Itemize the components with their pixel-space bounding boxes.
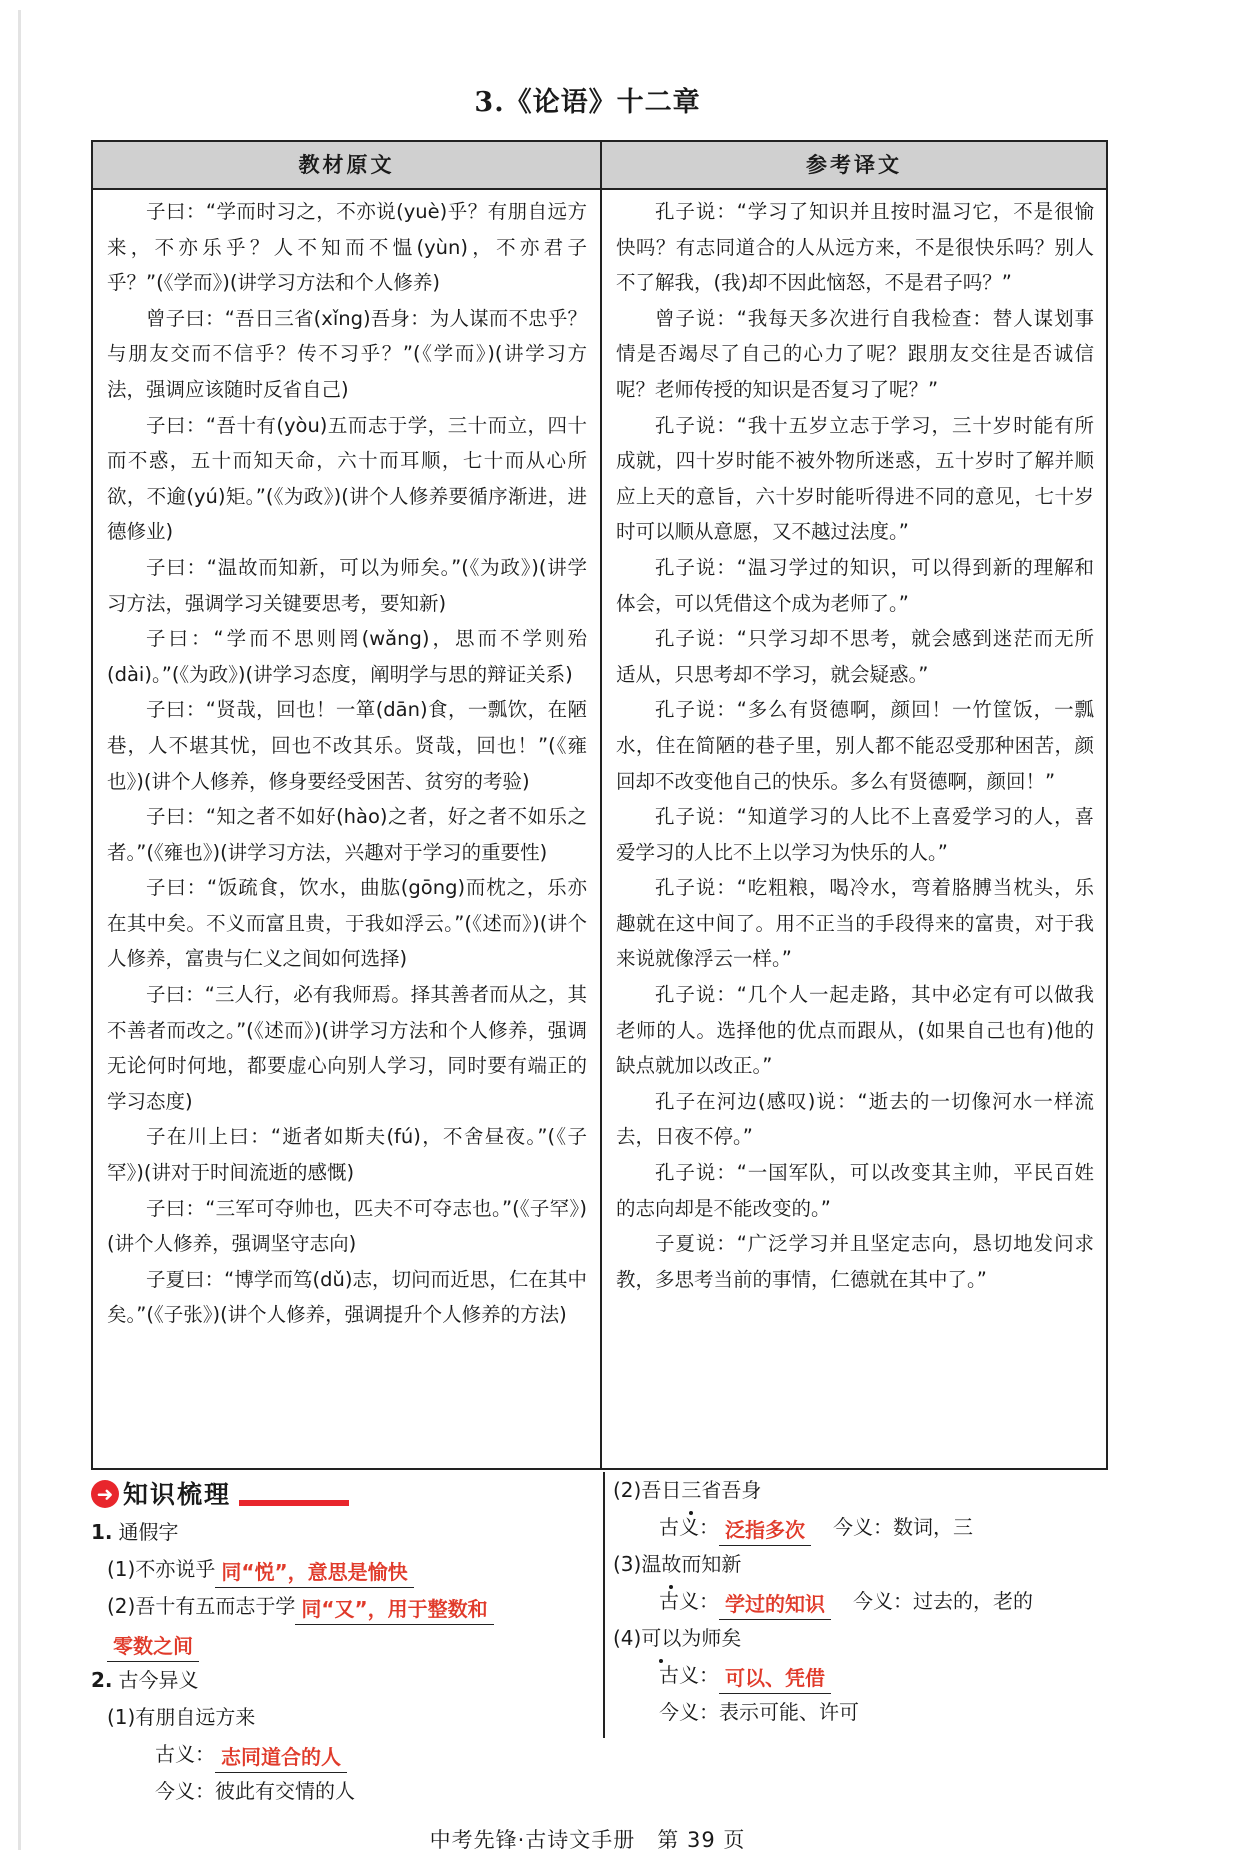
answer-blank: 学过的知识 bbox=[719, 1589, 831, 1620]
translation-passage: 曾子说：“我每天多次进行自我检查：替人谋划事情是否竭尽了自己的心力了呢？跟朋友交往是否诚信呢？老师传授的知识是否复习了呢？” bbox=[616, 306, 1094, 401]
original-passage: 曾子曰：“吾日三省(xǐng)吾身：为人谋而不忠乎？与朋友交而不信乎？传不习乎？”(《学而》)(讲学习方法，强调应该随时反省自己) bbox=[107, 306, 587, 401]
lunyu-table bbox=[91, 140, 1108, 1470]
item-label: (1)不亦说乎 bbox=[107, 1557, 216, 1581]
original-passage: 子曰：“三人行，必有我师焉。择其善者而从之，其不善者而改之。”(《述而》)(讲学习方法和个人修养，强调无论何时何地，都要虚心向别人学习，同时要有端正的学习态度) bbox=[107, 983, 587, 1113]
translation-passage: 孔子说：“只学习却不思考，就会感到迷茫而无所适从，只思考却不学习，就会疑惑。” bbox=[616, 627, 1094, 686]
item-label: (2)吾十有五而志于学 bbox=[107, 1594, 296, 1618]
item-label: (1)有朋自远方来 bbox=[107, 1705, 256, 1729]
header-original-text: 教材原文 bbox=[298, 153, 395, 177]
page-edge-rule bbox=[18, 10, 21, 1850]
translation-passage: 子夏说：“广泛学习并且坚定志向，恳切地发问求教，多思考当前的事情，仁德就在其中了。” bbox=[616, 1232, 1094, 1291]
translation-passage: 孔子说：“温习学过的知识，可以得到新的理解和体会，可以凭借这个成为老师了。” bbox=[616, 555, 1094, 615]
arrow-right-icon: ➜ bbox=[91, 1480, 119, 1508]
item-label-suffix: 而知新 bbox=[681, 1552, 742, 1576]
ancient-label: 古义： bbox=[659, 1515, 719, 1539]
translation-passage: 孔子说：“几个人一起走路，其中必定有可以做我老师的人。选择他的优点而跟从，(如果自己也有)他的缺点就加以改正。” bbox=[616, 983, 1094, 1078]
answer-blank: 志同道合的人 bbox=[215, 1742, 347, 1773]
answer-blank: 泛指多次 bbox=[719, 1515, 811, 1546]
translation-passage: 孔子说：“知道学习的人比不上喜爱学习的人，喜爱学习的人比不上以学习为快乐的人。” bbox=[616, 805, 1094, 864]
ancient-label: 古义： bbox=[659, 1663, 719, 1687]
meaning-row bbox=[613, 1583, 1113, 1620]
section-number: 1. bbox=[91, 1520, 113, 1544]
answer-blank: 同“又”，用于整数和 bbox=[295, 1594, 493, 1625]
translation-column bbox=[606, 194, 1104, 1297]
modern-meaning: 今义：彼此有交情的人 bbox=[155, 1779, 355, 1803]
translation-passage: 孔子说：“学习了知识并且按时温习它，不是很愉快吗？有志同道合的人从远方来，不是很快乐吗？别人不了解我，(我)却不因此恼怒，不是君子吗？” bbox=[616, 200, 1094, 295]
original-passage: 子曰：“温故而知新，可以为师矣。”(《为政》)(讲学习方法，强调学习关键要思考，要知新) bbox=[107, 555, 587, 615]
list-item bbox=[613, 1546, 1113, 1583]
original-passage: 子曰：“吾十有(yòu)五而志于学，三十而立，四十而不惑，五十而知天命，六十而耳顺，七十而从心所欲，不逾(yú)矩。”(《为政》)(讲个人修养要循序渐进，进德修业) bbox=[107, 413, 587, 544]
item-label-suffix: 省吾身 bbox=[701, 1478, 762, 1502]
translation-passage: 孔子说：“多么有贤德啊，颜回！一竹筐饭，一瓢水，住在简陋的巷子里，别人都不能忍受那种困苦，颜回却不改变他自己的快乐。多么有贤德啊，颜回！” bbox=[616, 698, 1094, 793]
original-passage: 子曰：“知之者不如好(hào)之者，好之者不如乐之者。”(《雍也》)(讲学习方法，兴趣对于学习的重要性) bbox=[107, 805, 587, 864]
translation-passage: 孔子在河边(感叹)说：“逝去的一切像河水一样流去，日夜不停。” bbox=[616, 1089, 1094, 1149]
dotted-word: 故 bbox=[661, 1546, 681, 1583]
list-item bbox=[613, 1472, 1113, 1509]
ancient-meaning-row bbox=[91, 1736, 596, 1773]
modern-meaning-row bbox=[613, 1694, 1113, 1731]
list-item-continued bbox=[91, 1625, 596, 1662]
original-passage: 子曰：“学而不思则罔(wǎng)，思而不学则殆(dài)。”(《为政》)(讲学习态度，阐明学与思的辩证关系) bbox=[107, 627, 587, 686]
knowledge-title: 知识梳理 bbox=[123, 1479, 232, 1509]
ancient-label: 古义： bbox=[659, 1589, 719, 1613]
section-label: 古今异义 bbox=[118, 1668, 199, 1692]
page-footer: 中考先锋·古诗文手册 第 39 页 bbox=[429, 1828, 746, 1852]
dotted-word: 可以 bbox=[641, 1620, 681, 1657]
modern-meaning: 今义：表示可能、许可 bbox=[659, 1700, 859, 1724]
knowledge-right-column bbox=[613, 1472, 1113, 1731]
header-reference-translation: 参考译文 bbox=[806, 153, 902, 177]
knowledge-left-column bbox=[91, 1472, 596, 1810]
dotted-word: 三 bbox=[681, 1472, 701, 1509]
list-item bbox=[91, 1588, 596, 1625]
list-item bbox=[613, 1620, 1113, 1657]
ancient-meaning-row bbox=[613, 1657, 1113, 1694]
original-passage: 子夏曰：“博学而笃(dǔ)志，切问而近思，仁在其中矣。”(《子张》)(讲个人修养，强调提升个人修养的方法) bbox=[107, 1267, 587, 1327]
translation-passage: 孔子说：“一国军队，可以改变其主帅，平民百姓的志向却是不能改变的。” bbox=[616, 1161, 1094, 1220]
meaning-row bbox=[613, 1509, 1113, 1546]
answer-blank: 可以、凭借 bbox=[719, 1663, 831, 1694]
item-label-prefix: (4) bbox=[613, 1626, 642, 1650]
original-text-column bbox=[97, 194, 594, 1333]
translation-passage: 孔子说：“我十五岁立志于学习，三十岁时能有所成就，四十岁时能不被外物所迷惑，五十岁时了解并顺应上天的意旨，六十岁时能听得进不同的意见，七十岁时可以顺从意愿，又不越过法度。” bbox=[616, 413, 1094, 544]
original-passage: 子曰：“学而时习之，不亦说(yuè)乎？有朋自远方来，不亦乐乎？人不知而不愠(yùn)，不亦君子乎？”(《学而》)(讲学习方法和个人修养) bbox=[107, 200, 587, 295]
column-divider bbox=[600, 142, 602, 1468]
item-label-suffix: 为师矣 bbox=[681, 1626, 742, 1650]
notes-divider bbox=[603, 1472, 605, 1738]
original-passage: 子曰：“贤哉，回也！一箪(dān)食，一瓢饮，在陋巷，人不堪其忧，回也不改其乐。贤哉，回也！”(《雍也》)(讲个人修养，修身要经受困苦、贫穷的考验) bbox=[107, 698, 587, 793]
original-passage: 子曰：“三军可夺帅也，匹夫不可夺志也。”(《子罕》)(讲个人修养，强调坚守志向) bbox=[107, 1196, 587, 1256]
answer-blank: 同“悦”，意思是愉快 bbox=[215, 1557, 413, 1588]
knowledge-heading bbox=[91, 1474, 596, 1514]
item-label-prefix: (3)温 bbox=[613, 1552, 662, 1576]
list-item bbox=[91, 1699, 596, 1736]
translation-passage: 孔子说：“吃粗粮，喝冷水，弯着胳膊当枕头，乐趣就在这中间了。用不正当的手段得来的富贵，对于我来说就像浮云一样。” bbox=[616, 876, 1094, 971]
modern-meaning: 今义：过去的，老的 bbox=[853, 1589, 1033, 1613]
modern-meaning: 今义：数词，三 bbox=[833, 1515, 973, 1539]
section-number: 2. bbox=[91, 1668, 113, 1692]
item-label-prefix: (2)吾日 bbox=[613, 1478, 682, 1502]
answer-blank: 零数之间 bbox=[107, 1631, 199, 1662]
section-title: 3.《论语》十二章 bbox=[474, 87, 701, 118]
ancient-label: 古义： bbox=[155, 1742, 215, 1766]
original-passage: 子曰：“饭疏食，饮水，曲肱(gōng)而枕之，乐亦在其中矣。不义而富且贵，于我如浮云。”(《述而》)(讲个人修养，富贵与仁义之间如何选择) bbox=[107, 876, 587, 971]
list-item bbox=[91, 1551, 596, 1588]
section-label: 通假字 bbox=[118, 1520, 179, 1544]
section-tongjiazi bbox=[91, 1514, 596, 1551]
original-passage: 子在川上曰：“逝者如斯夫(fú)，不舍昼夜。”(《子罕》)(讲对于时间流逝的感慨) bbox=[107, 1125, 587, 1185]
modern-meaning-row bbox=[91, 1773, 596, 1810]
section-gujinyiyi bbox=[91, 1662, 596, 1699]
heading-accent-bar bbox=[239, 1500, 349, 1506]
